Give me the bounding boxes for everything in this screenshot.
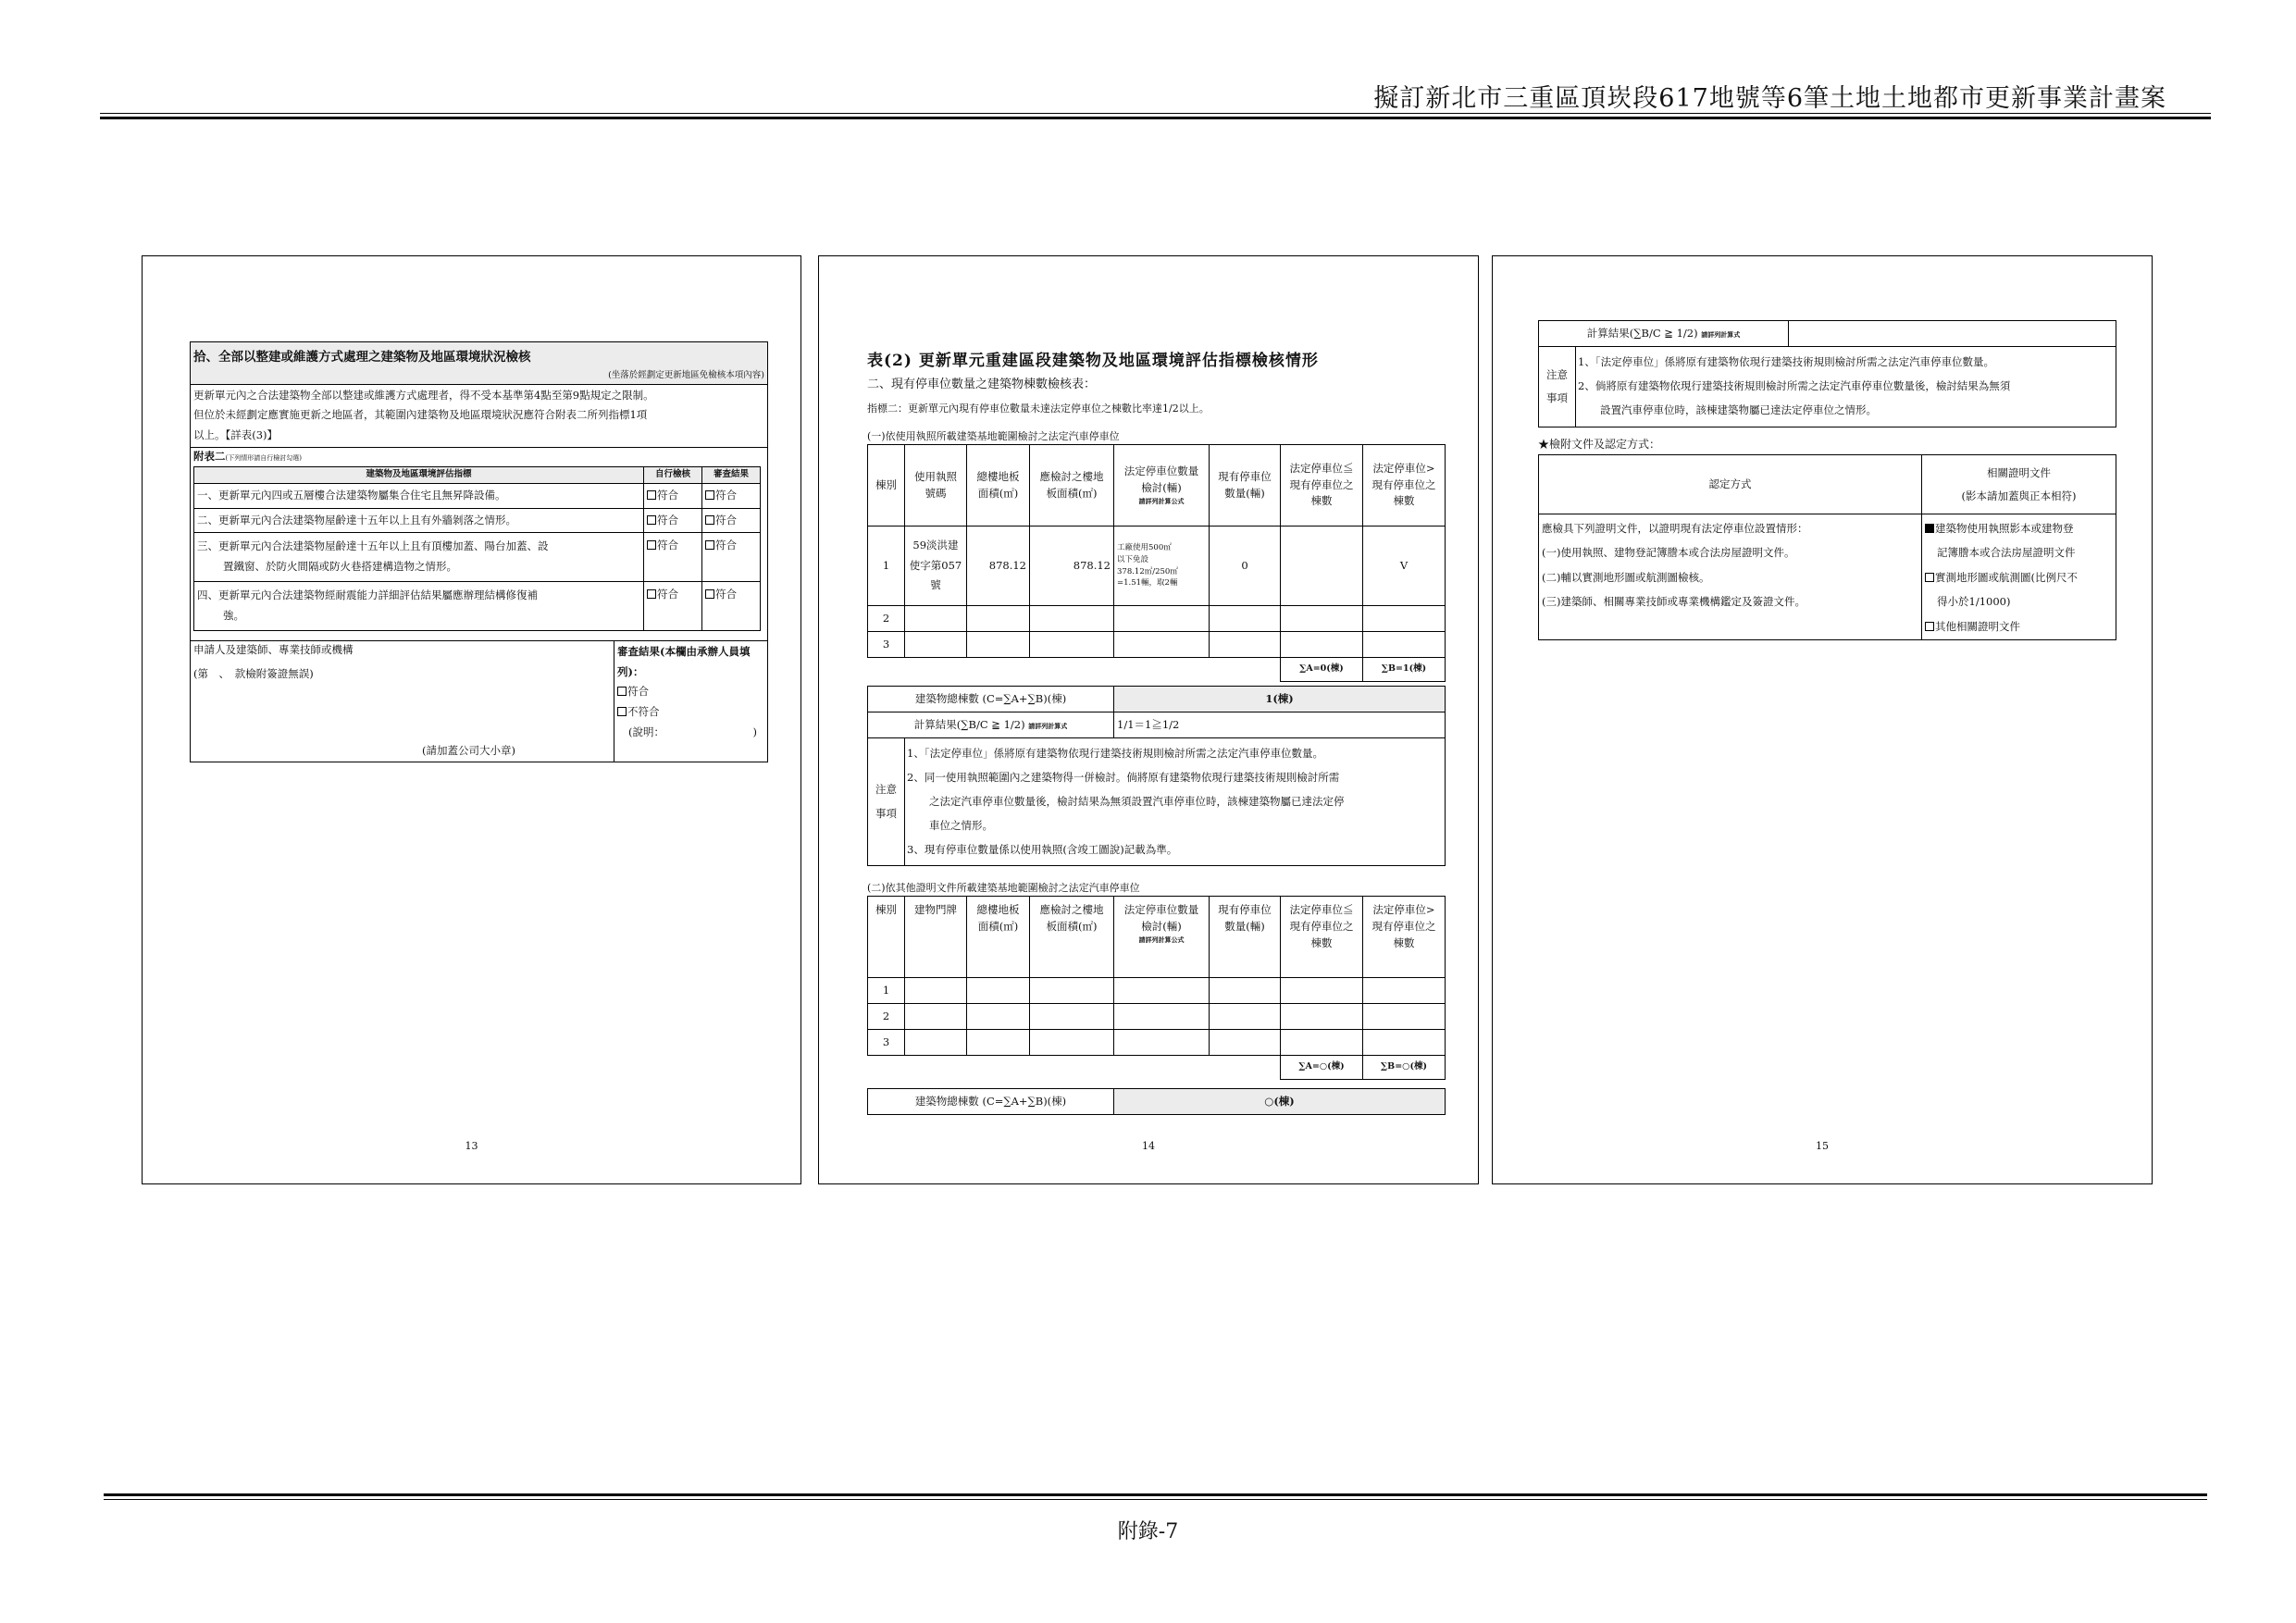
method-lines: 應檢具下列證明文件，以證明現有法定停車位設置情形： (一)使用執照、建物登記簿謄本或合法房屋證明文件。 (二)輔以實測地形圖或航測圖檢核。 (三)建築師、相關專業技師或專業機構鑑定及簽證文件。 xyxy=(1539,514,1922,640)
review-check-1[interactable] xyxy=(705,490,714,500)
total-buildings-value-2: ○(棟) xyxy=(1114,1089,1446,1115)
footer-rule-thick xyxy=(104,1493,2207,1496)
header-rule-thick xyxy=(100,117,2211,119)
document-header-title: 擬訂新北市三重區頂崁段617地號等6筆土地土地都市更新事業計畫案 xyxy=(1373,84,2166,113)
review-explain: (說明： xyxy=(628,725,664,739)
col-self: 自行檢核 xyxy=(644,466,702,483)
notes-block: 1、「法定停車位」係將原有建築物依現行建築技術規則檢討所需之法定汽車停車位數量。 2、同一使用執照範圍內之建築物得一併檢討。倘將原有建築物依現行建築技術規則檢討所需 之法定汽車停車位數量後，檢討結果為無須設置汽車停車位時，該棟建築物屬已達法定停 車位之情形。 3、現有停車位數量係以使用執照(含竣工圖說)記載為準。 xyxy=(905,738,1446,866)
review-check-4[interactable] xyxy=(705,589,714,599)
self-check-1[interactable] xyxy=(647,490,656,500)
sum-a-2: ∑A=○(棟) xyxy=(1281,1056,1363,1080)
review-check-2[interactable] xyxy=(705,515,714,525)
col-method: 認定方式 xyxy=(1539,455,1922,514)
notes-block-3: 1、「法定停車位」係將原有建築物依現行建築技術規則檢討所需之法定汽車停車位數量。 2、倘將原有建築物依現行建築技術規則檢討所需之法定汽車停車位數量後，檢討結果為無須 設置汽車停車位時，該棟建築物屬已達法定停車位之情形。 xyxy=(1576,347,2116,427)
page-number-13: 13 xyxy=(465,1140,478,1152)
parking-row-1: 1 59淡洪建 使字第057 號 878.12 878.12 工廠使用500㎡ 以下免設 378.12㎡/250㎡ =1.51輛，取2輛 0 V xyxy=(868,527,1446,606)
section-two-label: (二)依其他證明文件所載建築基地範圍檢討之法定汽車停車位 xyxy=(867,882,1140,894)
footer-page-label: 附錄-7 xyxy=(1117,1520,1179,1543)
review-check-3[interactable] xyxy=(705,540,714,550)
page-number-15: 15 xyxy=(1816,1140,1829,1152)
col-indicator: 建築物及地區環境評估指標 xyxy=(194,466,644,483)
page-number-14: 14 xyxy=(1142,1140,1155,1152)
parking-row-2: 2 xyxy=(868,606,1446,632)
calc-result-empty[interactable] xyxy=(1789,321,2116,347)
intro-line-1: 更新單元內之合法建築物全部以整建或維護方式處理者，得不受本基準第4點至第9點規定之限制。 xyxy=(193,388,654,402)
total-buildings-label: 建築物總棟數 (C=∑A+∑B)(棟) xyxy=(868,687,1114,712)
col-review: 審查結果 xyxy=(702,466,761,483)
doc-options: 建築物使用執照影本或建物登 記簿謄本或合法房屋證明文件 實測地形圖或航測圖(比例尺不 得小於1/1000) 其他相關證明文件 xyxy=(1922,514,2116,640)
self-check-4[interactable] xyxy=(647,589,656,599)
page-13-panel xyxy=(142,255,801,1184)
intro-line-2: 但位於未經劃定應實施更新之地區者，其範圍內建築物及地區環境狀況應符合附表二所列指標1項 xyxy=(193,408,648,422)
review-no-checkbox[interactable] xyxy=(617,707,627,716)
section-subnote: (坐落於經劃定更新地區免檢核本項內容) xyxy=(191,368,768,384)
calc-notes-table: 計算結果(∑B/C ≧ 1/2) 請詳列計算式 注意 事項 1、「法定停車位」係將原有建築物依現行建築技術規則檢討所需之法定汽車停車位數量。 2、倘將原有建築物依現行建築技術規則檢討所需之法定汽車停車位數量後，檢討結果為無須 設置汽車停車位時，該棟建築物屬已達法定停車位之情形。 xyxy=(1538,320,2116,427)
parking-summary-2: 建築物總棟數 (C=∑A+∑B)(棟) ○(棟) xyxy=(867,1088,1446,1115)
attach-title: ★檢附文件及認定方式： xyxy=(1538,438,1661,451)
section-title: 拾、全部以整建或維護方式處理之建築物及地區環境狀況檢核 xyxy=(193,350,531,365)
page-15-panel xyxy=(1492,255,2153,1184)
intro-line-3: 以上。【詳表(3)】 xyxy=(193,428,279,442)
doc-license-checkbox[interactable] xyxy=(1925,524,1934,533)
calc-label: 計算結果(∑B/C ≧ 1/2) xyxy=(913,717,1025,731)
indicator-row-2: 二、更新單元內合法建築物屋齡達十五年以上且有外牆剝落之情形。 xyxy=(194,508,644,533)
parking-table-1: 棟別 使用執照 號碼 總樓地板 面積(㎡) 應檢討之樓地 板面積(㎡) 法定停車位數量 檢討(輛) 請詳列計算公式 現有停車位 數量(輛) 法定停車位≦ 現有停車位之 棟數 法定停車位> 現有停車位之 棟數 1 59淡洪建 使字第057 號 878.12 878.12 工廠使用500㎡ 以下免設 378.12㎡/250㎡ =1.51輛，取2輛 0 V 2 3 ∑A=0(棟) ∑B=1(棟) xyxy=(867,444,1446,682)
attach-table: 認定方式 相關證明文件 (影本請加蓋與正本相符) 應檢具下列證明文件，以證明現有法定停車位設置情形： (一)使用執照、建物登記簿謄本或合法房屋證明文件。 (二)輔以實測地形圖或航測圖檢核。 (三)建築師、相關專業技師或專業機構鑑定及簽證文件。 建築物使用執照影本或建物登 記簿謄本或合法房屋證明文件 實測地形圖或航測圖(比例尺不 得小於1/1000) 其他相關證明文件 xyxy=(1538,454,2116,640)
sum-a-1: ∑A=0(棟) xyxy=(1281,658,1363,682)
parking-subtitle: 二、現有停車位數量之建築物棟數檢核表： xyxy=(867,378,1097,391)
indicator-table: 建築物及地區環境評估指標 自行檢核 審查結果 一、更新單元內四或五層樓合法建築物屬集合住宅且無昇降設備。 符合 符合 二、更新單元內合法建築物屋齡達十五年以上且有外牆剝落之情形。 符合 符合 三、更新單元內合法建築物屋齡達十五年以上且有頂樓加蓋、陽台加蓋、設 置鐵窗、於防火間隔或防火巷搭建構造物之情形。 符合 符合 四、更新單元內合法建築物經耐震能力詳細評估結果屬應辦理結構修復補 強。 符合 符合 xyxy=(193,466,761,631)
annex-label: 附表二 xyxy=(193,450,226,464)
self-check-2[interactable] xyxy=(647,515,656,525)
doc-survey-checkbox[interactable] xyxy=(1925,573,1934,582)
table2-title: 表(2) 更新單元重建區段建築物及地區環境評估指標檢核情形 xyxy=(867,352,1319,370)
review-yes-checkbox[interactable] xyxy=(617,687,627,696)
col-building-no: 棟別 xyxy=(868,445,905,527)
indicator-row-1: 一、更新單元內四或五層樓合法建築物屬集合住宅且無昇降設備。 xyxy=(194,483,644,508)
header-rule-thin xyxy=(100,113,2211,114)
stamp-note: (請加蓋公司大小章) xyxy=(422,743,515,757)
total-buildings-value: 1(棟) xyxy=(1114,687,1446,712)
sum-b-1: ∑B=1(棟) xyxy=(1363,658,1446,682)
indicator-two: 指標二：更新單元內現有停車位數量未達法定停車位之棟數比率達1/2以上。 xyxy=(867,403,1210,415)
parking-summary-1: 建築物總棟數 (C=∑A+∑B)(棟) 1(棟) 計算結果(∑B/C ≧ 1/2) 請詳列計算式 1/1＝1≧1/2 注意 事項 1、「法定停車位」係將原有建築物依現行建築技術規則檢討所需之法定汽車停車位數量。 2、同一使用執照範圍內之建築物得一併檢討。倘將原有建築物依現行建築技術規則檢討所需 之法定汽車停車位數量後，檢討結果為無須設置汽車停車位時，該棟建築物屬已達法定停 車位之情形。 3、現有停車位數量係以使用執照(含竣工圖說)記載為準。 xyxy=(867,686,1446,866)
review-title: 審查結果(本欄由承辦人員填列)： xyxy=(617,644,751,678)
annex-note: (下列情形請自行檢討勾選) xyxy=(225,454,302,463)
indicator-row-4: 四、更新單元內合法建築物經耐震能力詳細評估結果屬應辦理結構修復補 強。 xyxy=(194,582,644,631)
parking-row-3: 3 xyxy=(868,632,1446,658)
self-check-3[interactable] xyxy=(647,540,656,550)
section-one-label: (一)依使用執照所載建築基地範圍檢討之法定汽車停車位 xyxy=(867,430,1120,442)
sum-b-2: ∑B=○(棟) xyxy=(1363,1056,1446,1080)
doc-other-checkbox[interactable] xyxy=(1925,622,1934,631)
calc-value: 1/1＝1≧1/2 xyxy=(1114,712,1446,738)
applicant-note: (第 、 款檢附簽證無誤) xyxy=(193,666,314,680)
page-14-panel xyxy=(818,255,1479,1184)
parking-table-2: 棟別 建物門牌 總樓地板 面積(㎡) 應檢討之樓地 板面積(㎡) 法定停車位數量 檢討(輛) 請詳列計算公式 現有停車位 數量(輛) 法定停車位≦ 現有停車位之 棟數 法定停車位> 現有停車位之 棟數 1 2 3 ∑A=○(棟) ∑B=○(棟) xyxy=(867,896,1446,1080)
footer-rule-thin xyxy=(104,1499,2207,1500)
assessment-table: 拾、全部以整建或維護方式處理之建築物及地區環境狀況檢核 (坐落於經劃定更新地區免檢核本項內容) 更新單元內之合法建築物全部以整建或維護方式處理者，得不受本基準第4點至第9點規定之限制。 但位於未經劃定應實施更新之地區者，其範圍內建築物及地區環境狀況應符合附表二所列指標1項 以上。【詳表(3)】 附表二(下列情形請自行檢討勾選) 建築物及地區環境評估指標 自行檢核 審查結果 一、更新單元內四或五層樓合法建築物屬集合住宅且無昇降設備。 符合 符合 二、更新單元內合法建築物屋齡達十五年以上且有外牆剝落之情形。 符合 符合 三、更新單元內合法建築物屋齡達十五年以上且有頂樓加蓋、陽台加蓋、設 置鐵窗、於防火間隔或防火巷搭建構造物之情形。 符合 符合 四、更新單元內合法建築物經耐震能力詳細評估結果屬應辦理結構修復補 強。 符合 符合 申請人及建築師、專業技師或機構 (第 、 款檢附簽證無誤) (請加蓋公司大小章) 審查結果(本欄由承辦人員填列)： 符合 不符合 (說明： ) xyxy=(190,341,768,762)
applicant-label: 申請人及建築師、專業技師或機構 xyxy=(193,642,354,656)
indicator-row-3: 三、更新單元內合法建築物屋齡達十五年以上且有頂樓加蓋、陽台加蓋、設 置鐵窗、於防火間隔或防火巷搭建構造物之情形。 xyxy=(194,533,644,582)
